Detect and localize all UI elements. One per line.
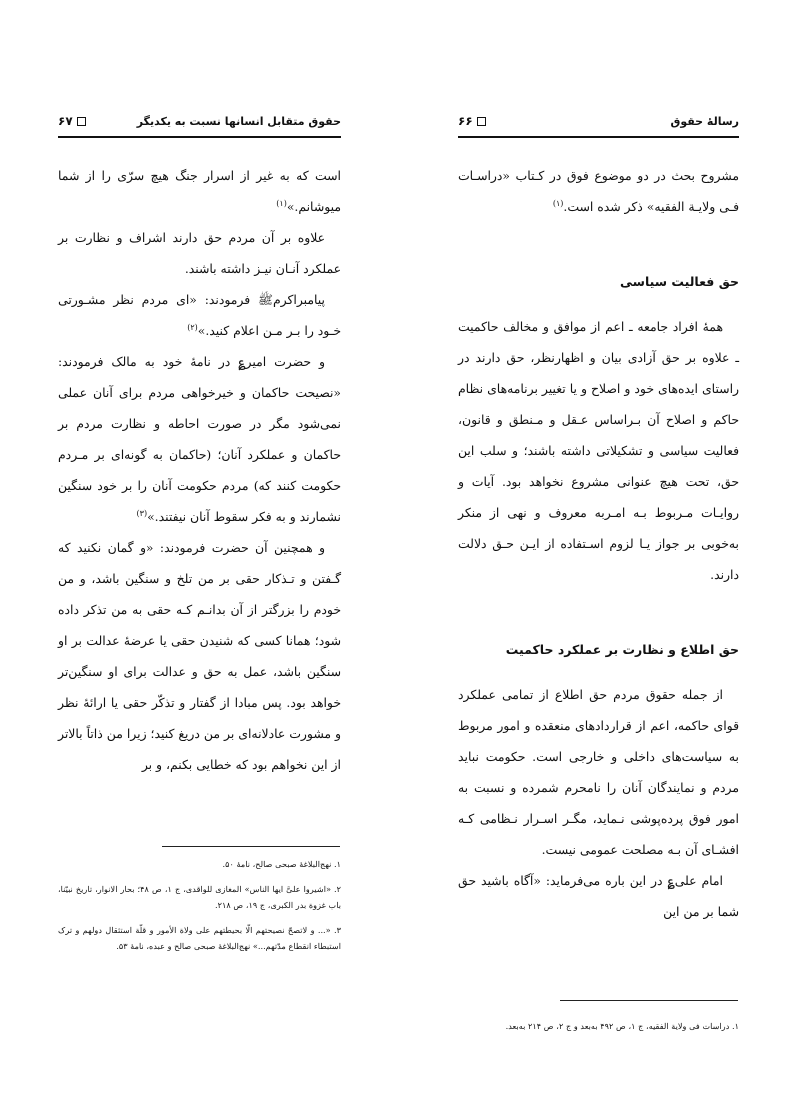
footnote-rule <box>162 846 340 847</box>
footnote: ۱. نهج‌البلاغهٔ صبحی صالح، نامهٔ ۵۰. <box>222 859 341 869</box>
section-heading: حق اطلاع و نظارت بر عملکرد حاکمیت <box>505 642 739 657</box>
footnote: ۳. «... و لاتصحّ نصیحتهم الّا بحیطتهم علی ولاة الأمور و قلّة استثقال دولهم و ترک استبطاء انقطاع مدّتهم...» نهج‌البلاغهٔ صبحی صالح و عبده، نامهٔ ۵۳. <box>58 925 341 951</box>
section-heading: حق فعالیت سیاسی <box>620 274 739 289</box>
page-number: ۶۷ <box>58 114 86 128</box>
page-header <box>458 110 739 132</box>
header-rule <box>58 136 341 138</box>
paragraph: و همچنین آن حضرت فرمودند: «و گمان نکنید که گـفتن و تـذکار حقی بر من تلخ و سنگین باشد، و من خودم را بزرگتر از آن بدانـم کـه حقی به من تذکر داده شود؛ همانا کسی که شنیدن حقی یا عرضهٔ عدالت بر او سنگین باشد، عمل به حق و عدالت برای او سنگین‌تر خواهد بود. پس مبادا از گفتار و تذکّر حقی یا ارائهٔ نظر و مشورت عادلانه‌ای بر من دریغ کنید؛ زیرا من ذاتاً بالاتر از این نخواهم بود که خطایی بکنم، و بر <box>58 540 341 772</box>
main-text <box>58 160 341 780</box>
paragraph: پیامبراکرمﷺ فرمودند: «ای مردم نظر مشـورتی خـود را بـر مـن اعلام کنید.»$^{(۲)}$ <box>58 292 341 338</box>
footnote-ref: (۱) <box>552 198 564 208</box>
paragraph: مشروح بحث در دو موضوع فوق در کـتاب «دراسـات فـی ولایـة الفقیه» ذکر شده است.$^{(۱)}$ <box>458 168 739 214</box>
footnote-ref: (۲) <box>187 322 198 332</box>
footnote-rule <box>560 1000 738 1001</box>
footnote: ۱. دراسات فی ولایة الفقیه، ج ۱، ص ۴۹۲ به‌بعد و ج ۲، ص ۲۱۴ به‌بعد. <box>505 1021 739 1031</box>
page-number: ۶۶ <box>458 114 486 128</box>
footnotes <box>458 1018 739 1043</box>
footnotes <box>58 856 341 963</box>
paragraph: و حضرت امیر؏ در نامهٔ خود به مالک فرمودند: «نصیحت حاکمان و خیرخواهی مردم برای آنان عملی نمی‌شود مگر در صورت احاطه و نظارت مردم بر حاکمان و عملکرد آنان؛ (حاکمان به گونه‌ای بر مـردم حکومت کنند که) مردم حکومت آنان را بر خود سنگین نشمارند و به فکر سقوط آنان نیفتند.»$^{(۳)}$ <box>58 354 341 524</box>
main-text <box>458 160 739 927</box>
page-marker-icon <box>477 117 486 126</box>
header-title: رسالهٔ حقوق <box>670 114 739 128</box>
paragraph: از جمله حقوق مردم حق اطلاع از تمامی عملکرد قوای حاکمه، اعم از قراردادهای منعقده و امور مربوط به سیاست‌های داخلی و خارجی است. حکومت نباید مردم و نمایندگان آنان را نامحرم شمرده و نسبت به امور فوق پرده‌پوشی نـماید، مگـر اسـرار نـظامی کـه افشـای آن بـه مصلحت عمومی نیست. <box>458 687 739 857</box>
right-page <box>400 0 800 1100</box>
header-title: حقوق متقابل انسانها نسبت به یکدیگر <box>136 114 341 128</box>
footnote-ref: (۳) <box>136 508 148 518</box>
footnote: ۲. «اشیروا علیَّ ایها الناس» المغازی للواقدی، ج ۱، ص ۴۸؛ بحار الانوار، تاریخ نبیّنا، باب غزوة بدر الکبری، ج ۱۹، ص ۲۱۸. <box>58 884 342 910</box>
page-header <box>58 110 341 132</box>
paragraph: علاوه بر آن مردم حق دارند اشراف و نظارت بر عملکرد آنـان نیـز داشته باشند. <box>58 230 341 276</box>
header-rule <box>458 136 739 138</box>
page-marker-icon <box>77 117 86 126</box>
paragraph: است که به غیر از اسرار جنگ هیچ سرّی را از شما میوشانم.»$^{(۱)}$ <box>58 168 341 214</box>
footnote-ref: (۱) <box>276 198 287 208</box>
paragraph: امام علی؏ در این باره می‌فرماید: «آگاه باشید حق شما بر من این <box>458 873 739 919</box>
paragraph: همهٔ افراد جامعه ـ اعم از موافق و مخالف حاکمیت ـ علاوه بر حق آزادی بیان و اظهارنظر، حق دارند در راستای ایده‌های خود و اصلاح و یا تغییر برنامه‌های نظام حاکم و اصلاح آن بـراساس عـقل و مـنطق و قانون، فعالیت سیاسی و تشکیلاتی داشته باشند؛ و سلب این حق، تحت هیچ عنوانی مشروع نخواهد بود. آیات و روایـات مـربوط بـه امـربه معروف و نهی از منکر به‌خوبی بر جواز یـا لزوم اسـتفاده از ایـن حـق دلالت دارند. <box>458 319 739 582</box>
